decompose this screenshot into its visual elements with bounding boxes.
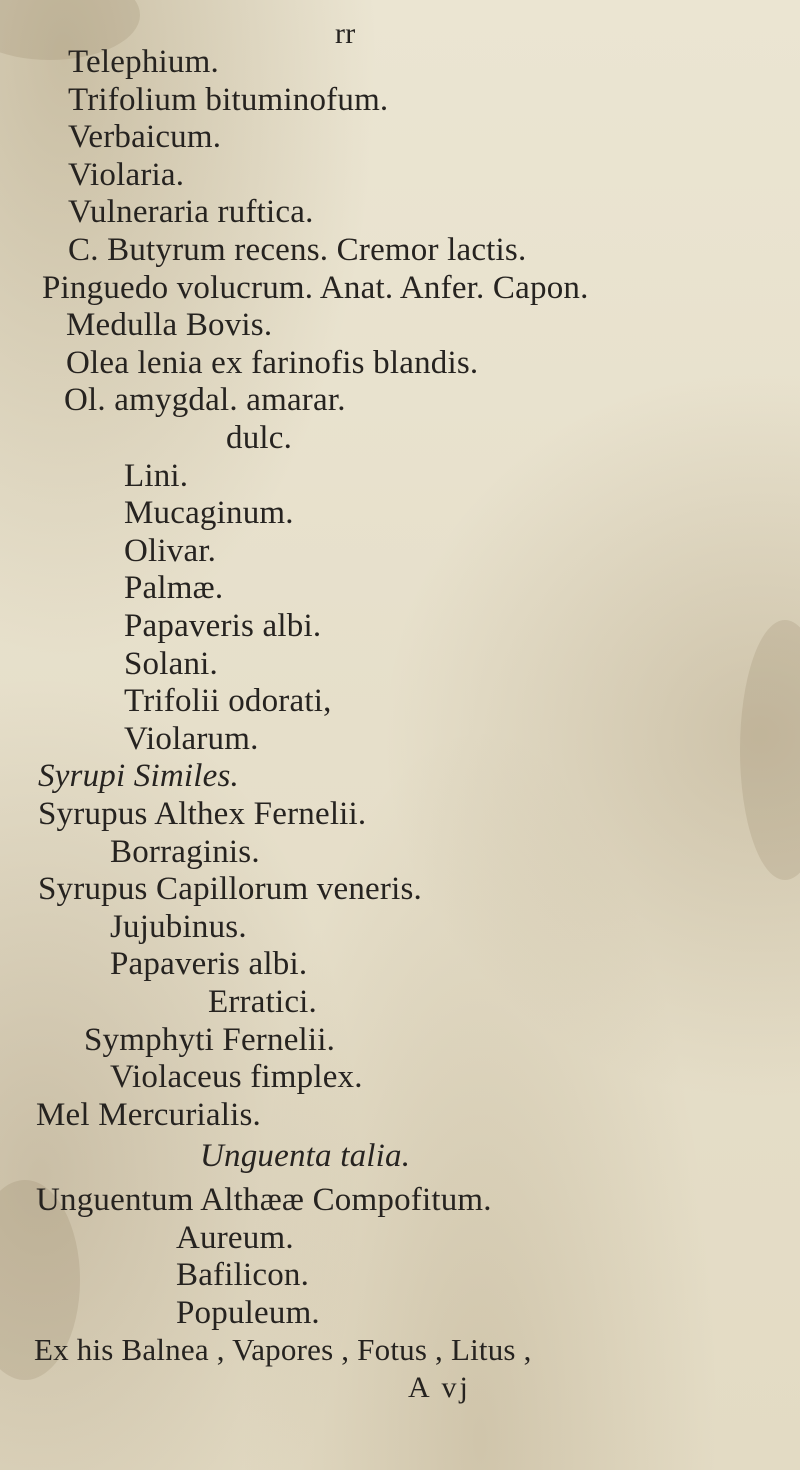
text-line-7: Pinguedo volucrum. Anat. Anfer. Capon. (42, 269, 589, 306)
text-line-17: Solani. (124, 645, 218, 682)
text-line-5: Vulneraria ruftica. (68, 194, 314, 231)
text-line-20: Syrupi Similes. (38, 758, 239, 795)
text-line-34: Populeum. (176, 1294, 320, 1331)
text-line-19: Violarum. (124, 720, 259, 757)
text-line-9: Olea lenia ex farinofis blandis. (66, 344, 479, 381)
text-line-14: Olivar. (124, 532, 217, 569)
text-line-11: dulc. (226, 420, 293, 456)
text-line-26: Erratici. (208, 984, 317, 1020)
text-line-35: Ex his Balnea , Vapores , Fotus , Litus , (34, 1332, 532, 1368)
text-line-25: Papaveris albi. (110, 946, 308, 983)
text-line-6: C. Butyrum recens. Cremor lactis. (68, 232, 527, 268)
text-line-13: Mucaginum. (124, 495, 294, 532)
paper-stain (740, 620, 800, 880)
text-line-1: Telephium. (68, 44, 219, 80)
text-line-27: Symphyti Fernelii. (84, 1021, 336, 1058)
text-line-32: Aureum. (176, 1219, 294, 1256)
text-line-31: Unguentum Althææ Compofitum. (36, 1182, 492, 1218)
text-line-28: Violaceus fimplex. (110, 1059, 363, 1096)
signature: A vj (408, 1371, 471, 1404)
text-line-12: Lini. (124, 457, 189, 494)
text-line-10: Ol. amygdal. amarar. (64, 382, 346, 419)
text-line-4: Violaria. (68, 156, 185, 193)
text-line-21: Syrupus Althex Fernelii. (38, 796, 367, 832)
text-line-33: Bafilicon. (176, 1257, 310, 1294)
text-line-15: Palmæ. (124, 570, 224, 607)
text-line-24: Jujubinus. (110, 908, 247, 945)
text-line-29: Mel Mercurialis. (36, 1096, 261, 1133)
text-line-23: Syrupus Capillorum veneris. (38, 871, 422, 908)
text-line-30: Unguenta talia. (200, 1138, 411, 1175)
text-line-16: Papaveris albi. (124, 608, 322, 644)
text-line-2: Trifolium bituminofum. (68, 81, 389, 118)
text-line-3: Verbaicum. (68, 119, 222, 156)
text-line-22: Borraginis. (110, 833, 260, 870)
header-mark: rr (335, 17, 356, 50)
text-line-18: Trifolii odorati, (124, 683, 332, 720)
text-line-8: Medulla Bovis. (66, 307, 273, 344)
